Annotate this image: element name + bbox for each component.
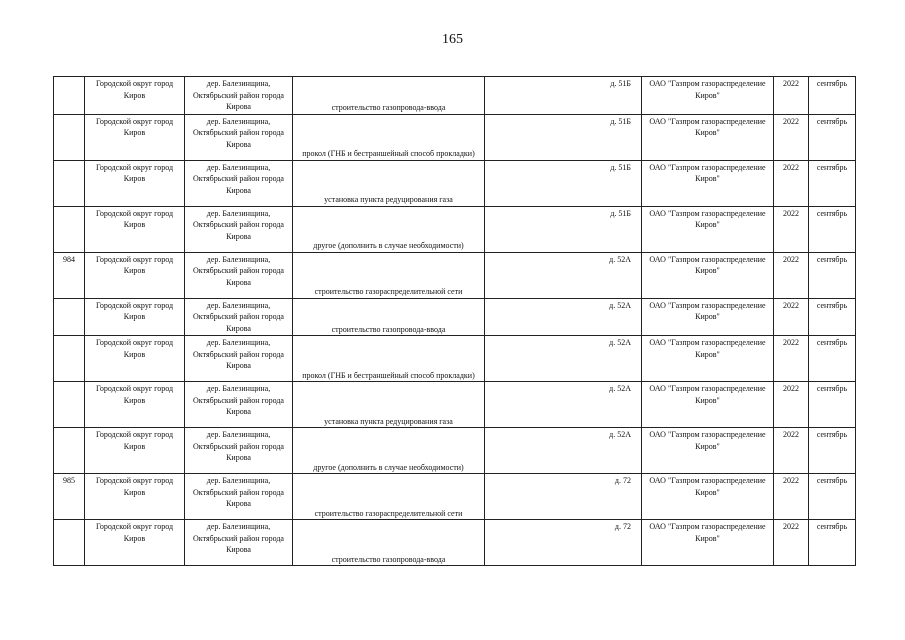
year-cell: 2022 <box>774 474 809 520</box>
table-row <box>54 252 856 298</box>
work-type-cell: установка пункта редуцирования газа <box>293 382 485 428</box>
house-number-cell: д. 51Б <box>485 114 642 160</box>
organization-cell: ОАО "Газпром газораспределение Киров" <box>642 428 774 474</box>
year-cell: 2022 <box>774 252 809 298</box>
organization-cell: ОАО "Газпром газораспределение Киров" <box>642 160 774 206</box>
work-type-cell: строительство газопровода-ввода <box>293 298 485 336</box>
location-cell: дер. Балезинщина, Октябрьский район города Кирова <box>185 298 293 336</box>
month-cell: сентябрь <box>809 206 856 252</box>
municipality-cell: Городской округ город Киров <box>85 77 185 115</box>
row-number <box>54 114 85 160</box>
municipality-cell: Городской округ город Киров <box>85 336 185 382</box>
year-cell: 2022 <box>774 382 809 428</box>
location-cell: дер. Балезинщина, Октябрьский район города Кирова <box>185 206 293 252</box>
row-number: 984 <box>54 252 85 298</box>
month-cell: сентябрь <box>809 336 856 382</box>
work-type-cell: прокол (ГНБ и бестраншейный способ прокладки) <box>293 114 485 160</box>
house-number-cell: д. 51Б <box>485 160 642 206</box>
table-row <box>54 474 856 520</box>
table-row <box>54 160 856 206</box>
house-number-cell: д. 52А <box>485 298 642 336</box>
table-row <box>54 382 856 428</box>
organization-cell: ОАО "Газпром газораспределение Киров" <box>642 382 774 428</box>
location-cell: дер. Балезинщина, Октябрьский район города Кирова <box>185 428 293 474</box>
house-number-cell: д. 52А <box>485 336 642 382</box>
organization-cell: ОАО "Газпром газораспределение Киров" <box>642 77 774 115</box>
location-cell: дер. Балезинщина, Октябрьский район города Кирова <box>185 520 293 566</box>
row-number <box>54 382 85 428</box>
organization-cell: ОАО "Газпром газораспределение Киров" <box>642 206 774 252</box>
organization-cell: ОАО "Газпром газораспределение Киров" <box>642 336 774 382</box>
year-cell: 2022 <box>774 520 809 566</box>
year-cell: 2022 <box>774 428 809 474</box>
row-number <box>54 298 85 336</box>
month-cell: сентябрь <box>809 114 856 160</box>
row-number <box>54 520 85 566</box>
work-type-cell: другое (дополнить в случае необходимости) <box>293 206 485 252</box>
house-number-cell: д. 52А <box>485 382 642 428</box>
month-cell: сентябрь <box>809 77 856 115</box>
house-number-cell: д. 72 <box>485 520 642 566</box>
month-cell: сентябрь <box>809 160 856 206</box>
month-cell: сентябрь <box>809 474 856 520</box>
month-cell: сентябрь <box>809 382 856 428</box>
house-number-cell: д. 51Б <box>485 206 642 252</box>
year-cell: 2022 <box>774 298 809 336</box>
municipality-cell: Городской округ город Киров <box>85 382 185 428</box>
year-cell: 2022 <box>774 336 809 382</box>
table-body <box>54 77 856 566</box>
work-type-cell: строительство газораспределительной сети <box>293 474 485 520</box>
year-cell: 2022 <box>774 114 809 160</box>
location-cell: дер. Балезинщина, Октябрьский район города Кирова <box>185 474 293 520</box>
work-type-cell: другое (дополнить в случае необходимости) <box>293 428 485 474</box>
row-number <box>54 206 85 252</box>
municipality-cell: Городской округ город Киров <box>85 252 185 298</box>
location-cell: дер. Балезинщина, Октябрьский район города Кирова <box>185 160 293 206</box>
row-number <box>54 160 85 206</box>
municipality-cell: Городской округ город Киров <box>85 520 185 566</box>
year-cell: 2022 <box>774 160 809 206</box>
row-number: 985 <box>54 474 85 520</box>
table-row <box>54 428 856 474</box>
house-number-cell: д. 52А <box>485 428 642 474</box>
location-cell: дер. Балезинщина, Октябрьский район города Кирова <box>185 77 293 115</box>
month-cell: сентябрь <box>809 520 856 566</box>
page-number: 165 <box>442 32 463 47</box>
organization-cell: ОАО "Газпром газораспределение Киров" <box>642 520 774 566</box>
organization-cell: ОАО "Газпром газораспределение Киров" <box>642 252 774 298</box>
municipality-cell: Городской округ город Киров <box>85 206 185 252</box>
row-number <box>54 77 85 115</box>
table-row <box>54 114 856 160</box>
table-row <box>54 298 856 336</box>
work-type-cell: строительство газопровода-ввода <box>293 77 485 115</box>
location-cell: дер. Балезинщина, Октябрьский район города Кирова <box>185 114 293 160</box>
municipality-cell: Городской округ город Киров <box>85 160 185 206</box>
organization-cell: ОАО "Газпром газораспределение Киров" <box>642 298 774 336</box>
month-cell: сентябрь <box>809 298 856 336</box>
municipality-cell: Городской округ город Киров <box>85 428 185 474</box>
month-cell: сентябрь <box>809 252 856 298</box>
gasification-table <box>53 76 856 566</box>
house-number-cell: д. 52А <box>485 252 642 298</box>
municipality-cell: Городской округ город Киров <box>85 114 185 160</box>
organization-cell: ОАО "Газпром газораспределение Киров" <box>642 114 774 160</box>
table-row <box>54 336 856 382</box>
work-type-cell: строительство газораспределительной сети <box>293 252 485 298</box>
house-number-cell: д. 51Б <box>485 77 642 115</box>
location-cell: дер. Балезинщина, Октябрьский район города Кирова <box>185 382 293 428</box>
organization-cell: ОАО "Газпром газораспределение Киров" <box>642 474 774 520</box>
table-row <box>54 206 856 252</box>
row-number <box>54 428 85 474</box>
location-cell: дер. Балезинщина, Октябрьский район города Кирова <box>185 252 293 298</box>
municipality-cell: Городской округ город Киров <box>85 474 185 520</box>
table-row <box>54 77 856 115</box>
year-cell: 2022 <box>774 77 809 115</box>
year-cell: 2022 <box>774 206 809 252</box>
work-type-cell: установка пункта редуцирования газа <box>293 160 485 206</box>
work-type-cell: прокол (ГНБ и бестраншейный способ прокладки) <box>293 336 485 382</box>
house-number-cell: д. 72 <box>485 474 642 520</box>
work-type-cell: строительство газопровода-ввода <box>293 520 485 566</box>
location-cell: дер. Балезинщина, Октябрьский район города Кирова <box>185 336 293 382</box>
month-cell: сентябрь <box>809 428 856 474</box>
table-row <box>54 520 856 566</box>
municipality-cell: Городской округ город Киров <box>85 298 185 336</box>
row-number <box>54 336 85 382</box>
